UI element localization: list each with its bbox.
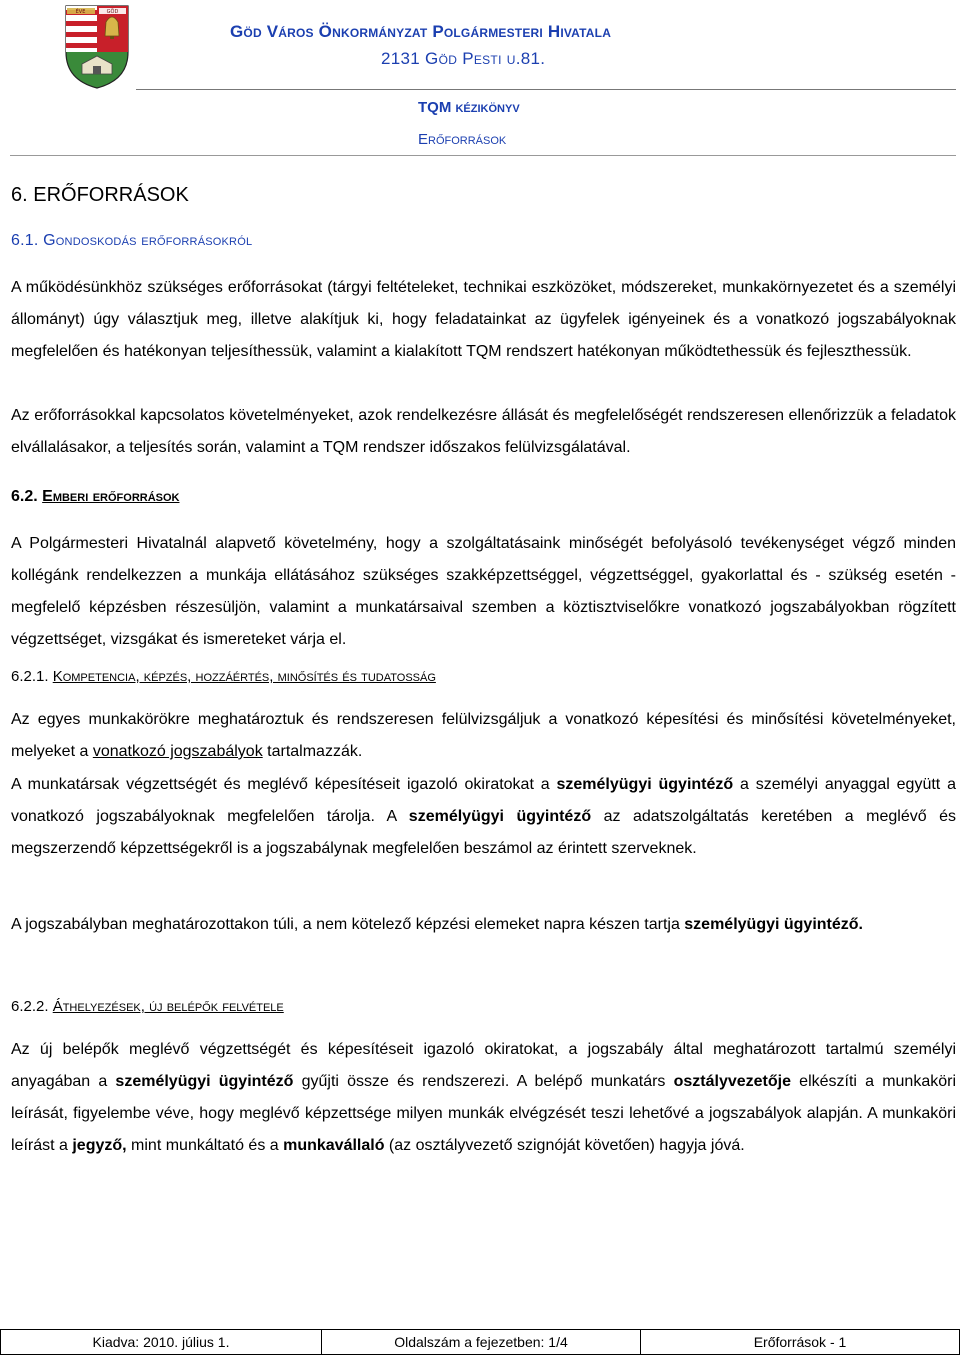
bold-role: osztályvezetője (673, 1073, 791, 1090)
section-number: 6.2.1. (11, 668, 49, 685)
footer-page-number: Oldalszám a fejezetben: 1/4 (322, 1330, 641, 1354)
text-run: Az új belépők meglévő végzettségét és képesítéseit igazoló okiratokat, a jogszabály által meghatározott tartalmú személyi anyagában a (11, 1041, 956, 1090)
bold-role: személyügyi ügyintéző (408, 808, 592, 825)
bold-role: személyügyi ügyintéző. (684, 916, 863, 933)
section-number: 6.2.2. (11, 998, 49, 1015)
bold-role: személyügyi ügyintéző (556, 776, 734, 793)
crest-label-left: ÉVE (75, 9, 86, 15)
organization-address: 2131 Göd Pesti u.81. (381, 49, 546, 68)
bold-role: személyügyi ügyintéző (115, 1073, 294, 1090)
paragraph-resources-intro: A működésünkhöz szükséges erőforrásokat (tárgyi feltételeket, technikai eszközöket, módszereket, munkakörnyezetet és a személyi állományt) úgy választjuk meg, illetve alakítjuk ki, hogy feladatainkat az ügyfelek igényeinek és a vonatkozó jogszabályoknak megfelelően és hatékonyan teljesíthessük, valamint a kialakított TQM rendszert hatékonyan működtethessük és fejleszthessük. (11, 279, 956, 360)
text-run: gyűjti össze és rendszerezi. A belépő munkatárs (293, 1073, 674, 1090)
footer-chapter-page: Erőforrások - 1 (753, 1334, 847, 1350)
section-heading-6-1 (11, 232, 252, 250)
text-run: az adatszolgáltatás keretében a meglévő és megszerzendő képzettségekről is a jogszabálynak megfelelően beszámol az érintett szerveknek. (11, 808, 957, 857)
section-title: Áthelyezések, új belépők felvétele (52, 998, 284, 1015)
header-bottom-divider (10, 155, 956, 156)
page-footer (0, 1329, 960, 1355)
paragraph-new-employees (11, 1034, 956, 1162)
section-number: 6.2. (11, 488, 38, 505)
page-header (0, 0, 960, 160)
text-run: Az egyes munkakörökre meghatároztuk és rendszeresen felülvizsgáljuk a vonatkozó képesítési és minősítési követelményeket, melyeket a (11, 711, 956, 760)
paragraph-qualifications (11, 769, 956, 865)
text-run: A munkatársak végzettségét és meglévő képesítéseit igazoló okiratokat a (11, 776, 557, 793)
paragraph-human-resources: A Polgármesteri Hivatalnál alapvető követelmény, hogy a szolgáltatásaink minőségét befolyásoló tevékenységet végző minden kollégánk rendelkezzen a munkája ellátásához szükséges szakképzettséggel, végzettséggel, gyakorlattal és - szükség esetén - megfelelő képzésben részesüljön, valamint a munkatársaival szemben a köztisztviselőkre vonatkozó jogszabályokban rögzített végzettséget, vizsgákat és ismereteket várja el. (11, 535, 956, 648)
crest-label-right: GÖD (106, 9, 119, 15)
legislation-link[interactable]: vonatkozó jogszabályok (92, 743, 263, 760)
paragraph-optional-training (11, 909, 956, 941)
text-run: a személyi anyaggal együtt a vonatkozó jogszabályoknak megfelelően tárolja. A (11, 776, 956, 825)
organization-name: Göd Város Önkormányzat Polgármesteri Hivatala (230, 22, 612, 41)
footer-issued: Kiadva: 2010. július 1. (1, 1330, 322, 1354)
text-run: elkészíti a munkaköri leírását, figyelembe véve, hogy meglévő képzettsége milyen munkák elvégzését teszi lehetővé a jogszabályok alapján. A munkaköri leírást a (11, 1073, 957, 1154)
text-run: A jogszabályban meghatározottakon túli, a nem kötelező képzési elemeket napra készen tartja (11, 916, 685, 933)
section-title: Gondoskodás erőforrásokról (43, 232, 253, 249)
section-heading-6-2-1 (11, 668, 436, 685)
chapter-header: Erőforrások (418, 131, 507, 148)
section-title: Emberi erőforrások (42, 488, 180, 505)
header-divider (136, 89, 956, 90)
section-number: 6.1. (11, 232, 39, 249)
bold-role: jegyző, (72, 1137, 127, 1154)
section-heading-6-2 (11, 488, 179, 506)
paragraph-resources-requirements: Az erőforrásokkal kapcsolatos követelményeket, azok rendelkezésre állását és megfelelőségét rendszeresen ellenőrizzük a feladatok elvállalásakor, a teljesítés során, valamint a TQM rendszer időszakos felülvizsgálatával. (11, 407, 956, 456)
manual-title: TQM kézikönyv (418, 99, 520, 116)
section-heading-6-2-2 (11, 998, 284, 1015)
section-title: Kompetencia, képzés, hozzáértés, minősítés és tudatosság (52, 668, 436, 685)
text-run: mint munkáltató és a (126, 1137, 284, 1154)
text-run: tartalmazzák. (262, 743, 363, 760)
chapter-heading: 6. ERŐFORRÁSOK (11, 184, 189, 206)
paragraph-competence (11, 704, 956, 768)
text-run: (az osztályvezető szignóját követően) hagyja jóvá. (384, 1137, 745, 1154)
coat-of-arms-icon (62, 2, 132, 90)
bold-role: munkavállaló (283, 1137, 385, 1154)
